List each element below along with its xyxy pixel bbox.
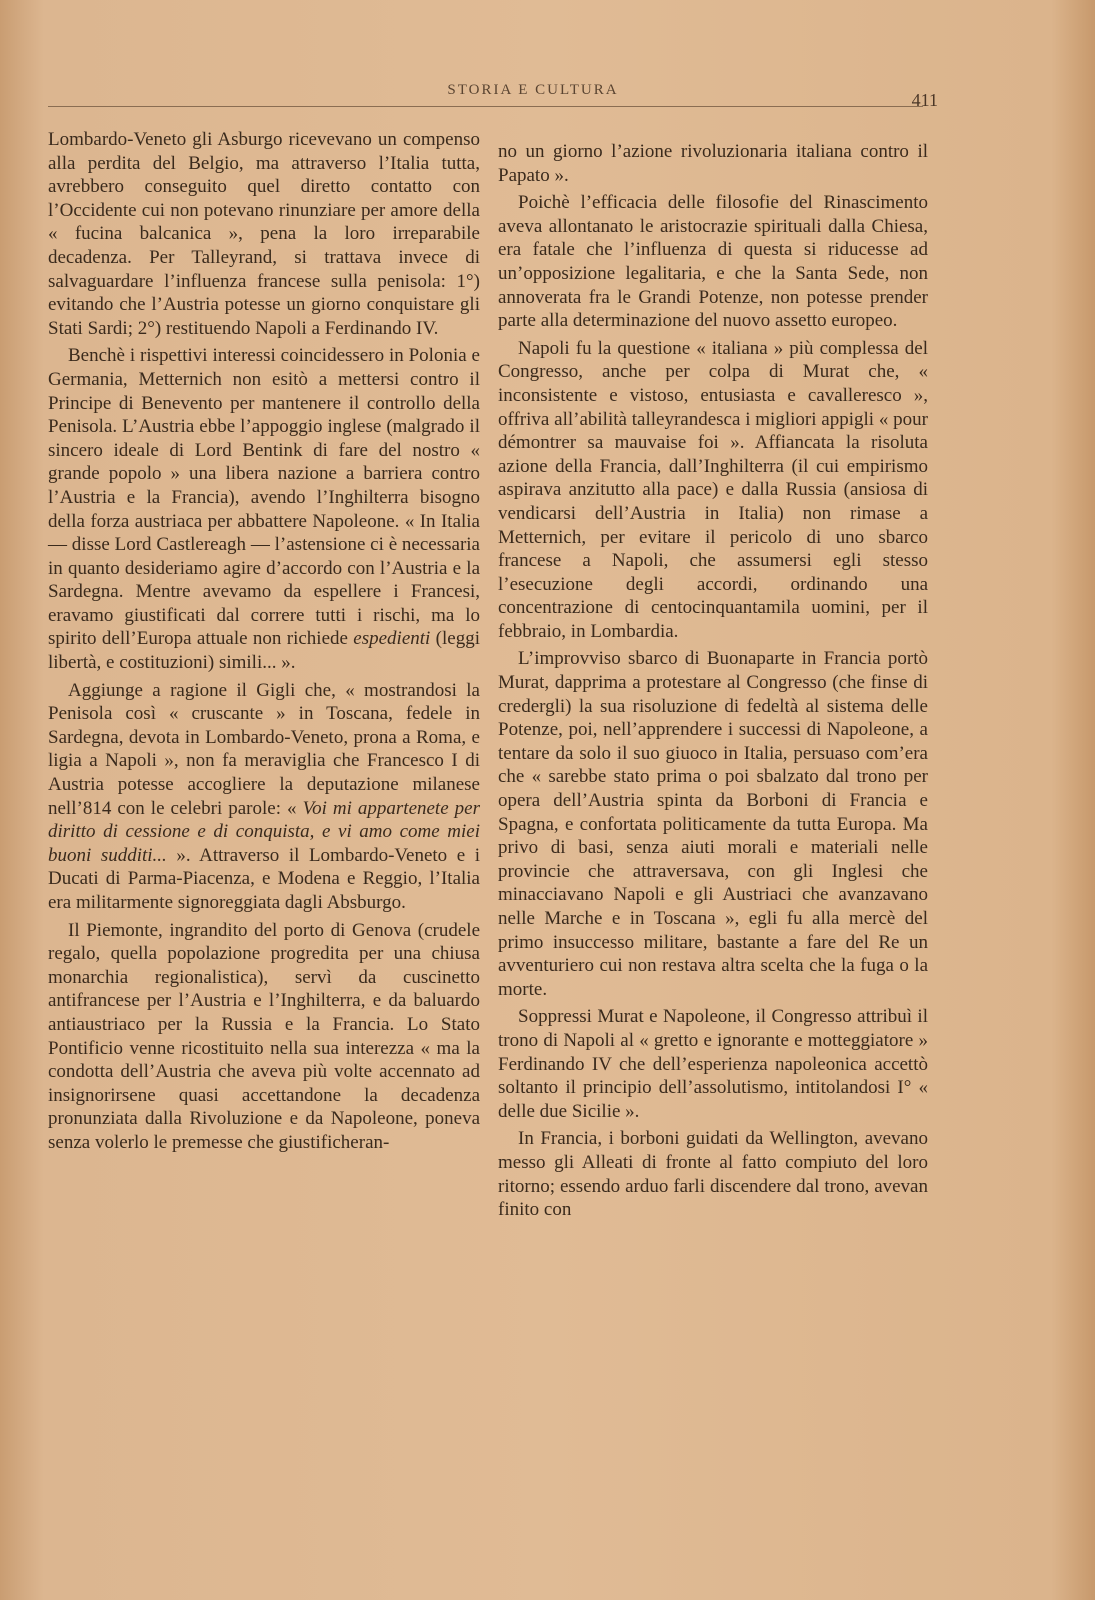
paragraph	[498, 337, 928, 644]
paragraph	[498, 140, 928, 187]
header-rule	[48, 106, 923, 107]
text-run: Aggiunge a ragione il Gigli che, « mostrandosi la Penisola così « cruscante » in Toscana, fedele in Sardegna, devota in Lombardo-Veneto, prona a Roma, e ligia a Napoli », non fa meraviglia che Francesco I di Austria potesse accogliere la deputazione milanese nell’814 con le celebri parole: «	[48, 679, 480, 819]
page-number: 411	[911, 90, 938, 110]
left-column	[48, 128, 480, 1159]
italic-text: espedienti	[353, 628, 431, 650]
paragraph	[498, 1005, 928, 1123]
text-run: (leggi libertà, e costituzioni) simili... ».	[48, 628, 480, 674]
text-run: no un giorno l’azione rivoluzionaria italiana contro il Papato ».	[498, 141, 928, 186]
italic-text: Voi mi appartenete per diritto di cessione e di conquista, e vi amo come miei buoni sudditi...	[48, 797, 480, 866]
text-run: L’improvviso sbarco di Buonaparte in Francia portò Murat, dapprima a protestare al Congresso (che finse di credergli) la sua risoluzione di fedeltà al sistema delle Potenze, poi, nell’apprendere i successi di Napoleone, a tentare da solo il suo giuoco in Italia, persuaso com’era che « sarebbe stato prima o poi sbalzato dal trono per opera dell’Austria spinta da Borboni di Francia e Spagna, e confortata politicamente da tutta Europa. Ma privo di basi, senza aiuti morali e materiali nelle provincie che attraversava, con gli Inglesi che minacciavano Napoli e gli Austriaci che avanzavano nelle Marche e in Toscana », egli fu alla mercè del primo insuccesso militare, bastante a fare del Re un avventuriero cui non restava altra scelta che la fuga o la morte.	[498, 648, 928, 1000]
paragraph	[48, 679, 480, 915]
text-run: In Francia, i borboni guidati da Wellington, avevano messo gli Alleati di fronte al fatto compiuto del loro ritorno; essendo arduo farli discendere dal trono, avevan finito con	[498, 1128, 928, 1221]
text-run: Il Piemonte, ingrandito del porto di Genova (crudele regalo, quella popolazione progredita per una chiusa monarchia regionalistica), servì da cuscinetto antifrancese per l’Austria e l’Inghilterra, e da baluardo antiaustriaco per la Russia e la Francia. Lo Stato Pontificio venne ricostituito nella sua interezza « ma la condotta dell’Austria che aveva più volte accennato ad insignorirsene quasi accettandone la decadenza pronunziata dalla Rivoluzione e da Napoleone, poneva senza volerlo le premesse che giustificheran-	[48, 919, 480, 1153]
right-column	[498, 140, 928, 1226]
paragraph	[498, 191, 928, 333]
paragraph	[48, 919, 480, 1155]
page-header	[48, 82, 938, 112]
text-run: Soppressi Murat e Napoleone, il Congresso attribuì il trono di Napoli al « gretto e ignorante e motteggiatore » Ferdinando IV che dell’esperienza napoleonica accettò soltanto il principio dell’assolutismo, intitolandosi I° « delle due Sicilie ».	[498, 1006, 928, 1122]
text-run: Lombardo-Veneto gli Asburgo ricevevano un compenso alla perdita del Belgio, ma attraverso l’Italia tutta, avrebbero conseguito quel diretto contatto con l’Occidente cui non potevano rinunziare per amore della « fucina balcanica », pena la loro irreparabile decadenza. Per Talleyrand, si trattava invece di salvaguardare l’influenza francese sulla penisola: 1°) evitando che l’Austria potesse un giorno conquistare gli Stati Sardi; 2°) restituendo Napoli a Ferdinando IV.	[48, 129, 480, 339]
text-run: ». Attraverso il Lombardo-Veneto e i Ducati di Parma-Piacenza, e Modena e Reggio, l’Italia era militarmente signoreggiata dagli Absburgo.	[48, 844, 480, 913]
text-run: Benchè i rispettivi interessi coincidessero in Polonia e Germania, Metternich non esitò a mettersi contro il Principe di Benevento per mantenere il controllo della Penisola. L’Austria ebbe l’appoggio inglese (malgrado il sincero ideale di Lord Bentink di fare del nostro « grande popolo » una libera nazione a barriera contro l’Austria e la Francia), avendo l’Inghilterra bisogno della forza austriaca per abbattere Napoleone. « In Italia — disse Lord Castlereagh — l’astensione ci è necessaria in quanto desideriamo agire d’accordo con l’Austria e la Sardegna. Mentre avevamo da espellere i Francesi, eravamo giustificati dal correre tutti i rischi, ma lo spirito dell’Europa attuale non richiede	[48, 345, 480, 650]
paragraph	[498, 647, 928, 1001]
paragraph	[48, 128, 480, 340]
running-head: STORIA E CULTURA	[447, 82, 619, 98]
text-run: Napoli fu la questione « italiana » più complessa del Congresso, anche per colpa di Murat che, « inconsistente e vistoso, entusiasta e cavalleresco », offriva all’abilità talleyrandesca i migliori appigli « pour démontrer sa mauvaise foi ». Affiancata la risoluta azione della Francia, dall’Inghilterra (il cui empirismo aspirava anzitutto alla pace) e dalla Russia (ansiosa di vendicarsi dell’Austria in Italia) non rimase a Metternich, per evitare il pericolo di uno sbarco francese a Napoli, che assumersi egli stesso l’esecuzione degli accordi, ordinando una concentrazione di centocinquantamila uomini, per il febbraio, in Lombardia.	[498, 337, 928, 642]
paragraph	[498, 1127, 928, 1221]
text-run: Poichè l’efficacia delle filosofie del Rinascimento aveva allontanato le aristocrazie spirituali dalla Chiesa, era fatale che l’influenza di questa si riducesse ad un’opposizione legalitaria, e che la Santa Sede, non annoverata fra le Grandi Potenze, non potesse prender parte alla determinazione del nuovo assetto europeo.	[498, 192, 928, 332]
paragraph	[48, 344, 480, 674]
